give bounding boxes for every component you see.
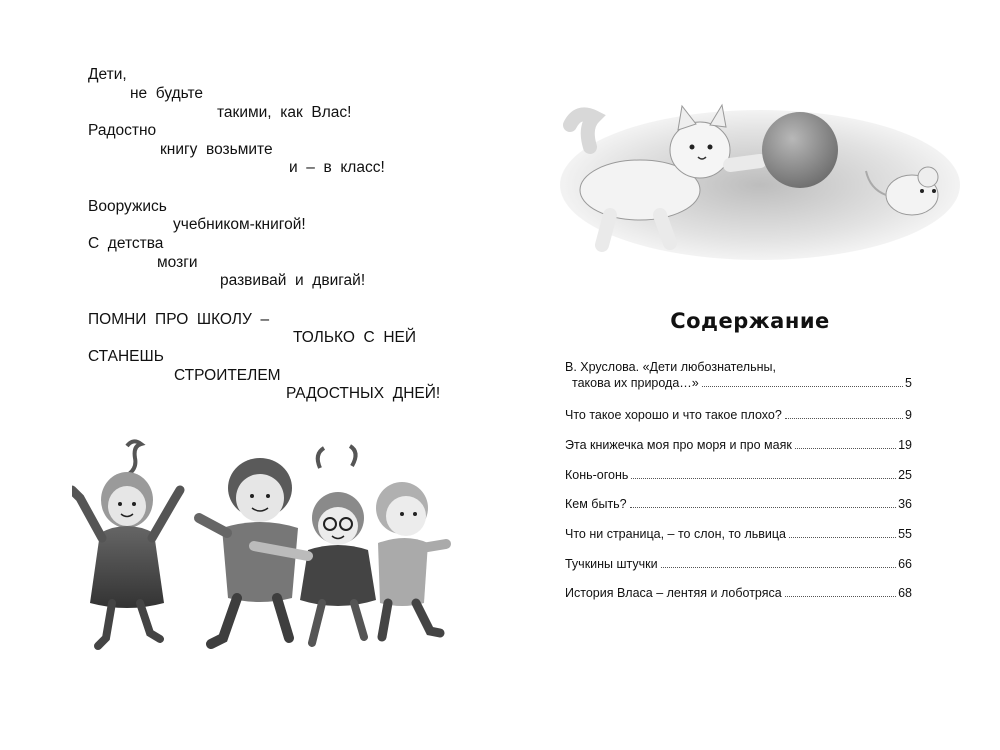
toc-page-number: 66 xyxy=(898,557,912,571)
toc-entry-title: Конь-огонь xyxy=(565,468,629,482)
toc-leader-dots xyxy=(785,418,903,419)
toc-entry[interactable] xyxy=(565,585,912,601)
toc-leader-dots xyxy=(702,386,903,387)
toc-entry[interactable] xyxy=(565,526,912,542)
toc-entry[interactable] xyxy=(565,437,912,453)
toc-entry-title: Что такое хорошо и что такое плохо? xyxy=(565,408,782,422)
toc-page-number: 5 xyxy=(905,376,912,390)
poem-line: такими, как Влас! xyxy=(217,104,352,121)
toc-entry-title: Тучкины штучки xyxy=(565,557,658,571)
poem-line: Вооружись xyxy=(88,198,167,215)
toc-entry-title: В. Хруслова. «Дети любознательны, xyxy=(565,360,776,374)
poem-line: ТОЛЬКО С НЕЙ xyxy=(293,329,417,346)
poem-line: мозги xyxy=(157,254,198,271)
poem-line: учебником-книгой! xyxy=(173,216,306,233)
poem-line: и – в класс! xyxy=(289,159,385,176)
toc-entry-title-continued: такова их природа…» xyxy=(572,376,699,390)
poem-line: развивай и двигай! xyxy=(220,272,366,289)
toc-title: Содержание xyxy=(670,309,830,333)
poem-line: книгу возьмите xyxy=(160,141,273,158)
ball-figure xyxy=(762,112,838,188)
toc-page-number: 25 xyxy=(898,468,912,482)
boy-right-figure xyxy=(376,482,446,637)
toc-entry-title: Эта книжечка моя про моря и про маяк xyxy=(565,438,792,452)
poem-line: СТРОИТЕЛЕМ xyxy=(174,367,281,384)
toc-page-number: 36 xyxy=(898,497,912,511)
toc-leader-dots xyxy=(785,596,896,597)
poem-line: СТАНЕШЬ xyxy=(88,348,164,365)
poem-line: РАДОСТНЫХ ДНЕЙ! xyxy=(286,385,441,402)
toc-leader-dots xyxy=(789,537,896,538)
poem-line: Радостно xyxy=(88,122,157,139)
toc-entry-title: Что ни страница, – то слон, то львица xyxy=(565,527,786,541)
toc-leader-dots xyxy=(661,567,896,568)
toc-leader-dots xyxy=(631,478,896,479)
toc-entry[interactable] xyxy=(565,359,912,391)
toc-entry[interactable] xyxy=(565,407,912,423)
poem-line: не будьте xyxy=(130,85,204,102)
cat-ball-mouse-illustration xyxy=(560,95,960,260)
poem-line: Дети, xyxy=(88,66,127,83)
poem-line: ПОМНИ ПРО ШКОЛУ – xyxy=(88,311,270,328)
children-jumping-illustration xyxy=(72,438,452,668)
toc-leader-dots xyxy=(795,448,896,449)
toc-entry[interactable] xyxy=(565,556,912,572)
toc-entry-title: Кем быть? xyxy=(565,497,627,511)
toc-page-number: 9 xyxy=(905,408,912,422)
toc-leader-dots xyxy=(630,507,896,508)
toc-entry[interactable] xyxy=(565,467,912,483)
toc-page-number: 68 xyxy=(898,586,912,600)
right-page xyxy=(500,0,1000,750)
toc-entry[interactable] xyxy=(565,496,912,512)
toc-page-number: 55 xyxy=(898,527,912,541)
girl-left-figure xyxy=(72,441,180,646)
toc-page-number: 19 xyxy=(898,438,912,452)
poem-line: С детства xyxy=(88,235,164,252)
toc-entry-title: История Власа – лентяя и лоботряса xyxy=(565,586,782,600)
